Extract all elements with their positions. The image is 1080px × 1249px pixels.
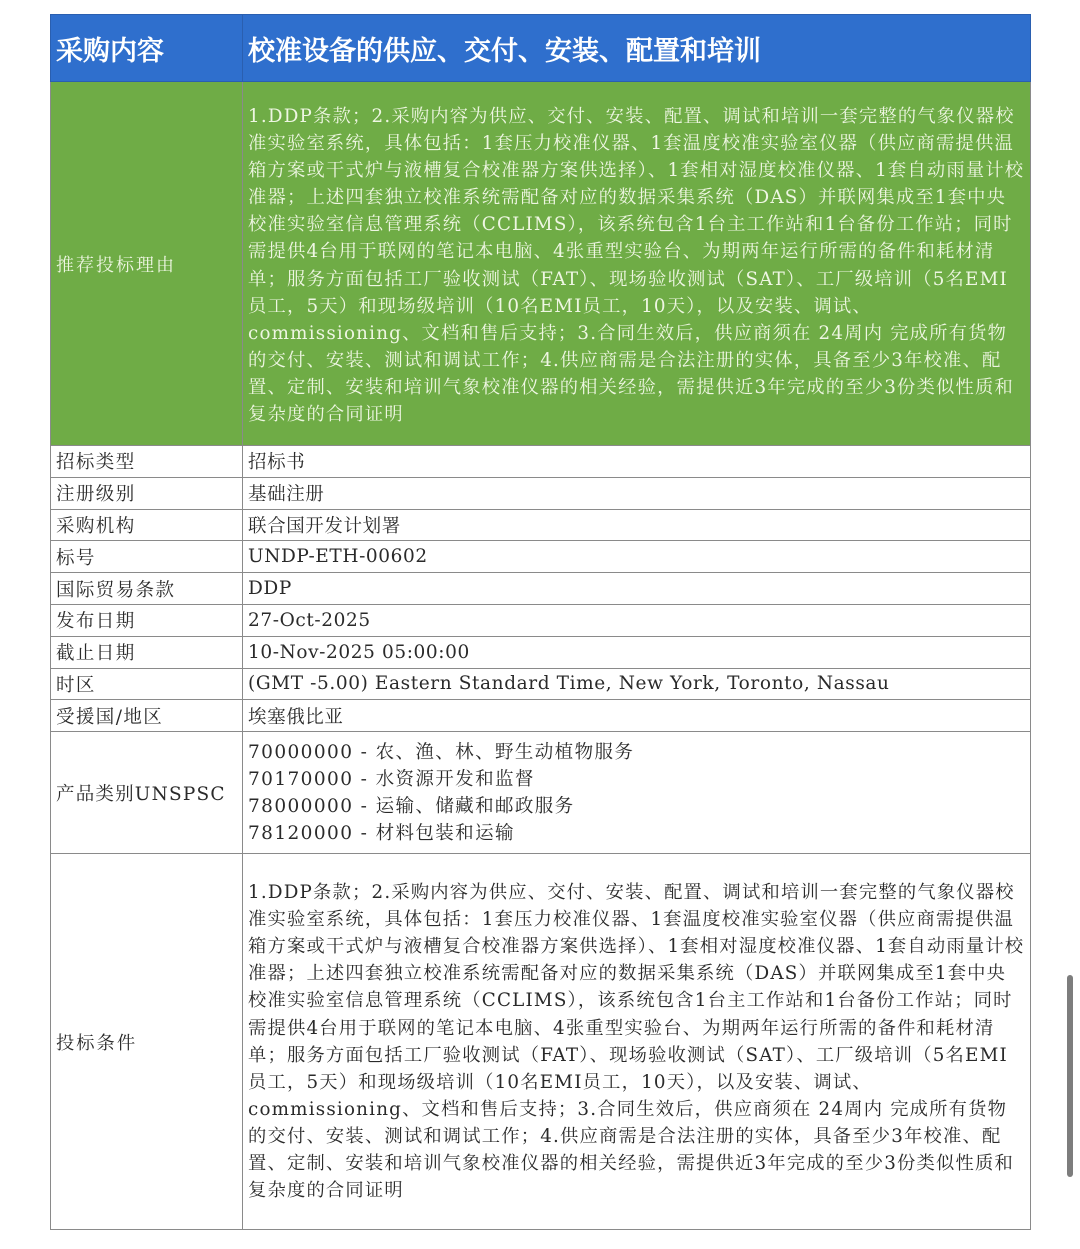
table-row [51, 541, 1031, 573]
unspsc-list-cell [243, 732, 1031, 854]
table-row [51, 604, 1031, 636]
recommend-label: 推荐投标理由 [51, 82, 243, 446]
conditions-text: 1.DDP条款；2.采购内容为供应、交付、安装、配置、调试和培训一套完整的气象仪器校准实验室系统，具体包括：1套压力校准仪器、1套温度校准实验室仪器（供应商需提供温箱方案或干式炉与液槽复合校准器方案供选择）、1套相对湿度校准仪器、1套自动雨量计校准器；上述四套独立校准系统需配备对应的数据采集系统（DAS）并联网集成至1套中央校准实验室信息管理系统（CCLIMS），该系统包含1台主工作站和1台备份工作站；同时需提供4台用于联网的笔记本电脑、4张重型实验台、为期两年运行所需的备件和耗材清单；服务方面包括工厂验收测试（FAT）、现场验收测试（SAT）、工厂级培训（5名EMI员工，5天）和现场级培训（10名EMI员工，10天），以及安装、调试、commissioning、文档和售后支持；3.合同生效后，供应商须在 24周内 完成所有货物的交付、安装、测试和调试工作；4.供应商需是合法注册的实体，具备至少3年校准、配置、定制、安装和培训气象校准仪器的相关经验，需提供近3年完成的至少3份类似性质和复杂度的合同证明 [243, 854, 1031, 1230]
procurement-info-table [50, 14, 1031, 1230]
row-label: 截止日期 [51, 636, 243, 668]
recommend-text: 1.DDP条款；2.采购内容为供应、交付、安装、配置、调试和培训一套完整的气象仪器校准实验室系统，具体包括：1套压力校准仪器、1套温度校准实验室仪器（供应商需提供温箱方案或干式炉与液槽复合校准器方案供选择）、1套相对湿度校准仪器、1套自动雨量计校准器；上述四套独立校准系统需配备对应的数据采集系统（DAS）并联网集成至1套中央校准实验室信息管理系统（CCLIMS），该系统包含1台主工作站和1台备份工作站；同时需提供4台用于联网的笔记本电脑、4张重型实验台、为期两年运行所需的备件和耗材清单；服务方面包括工厂验收测试（FAT）、现场验收测试（SAT）、工厂级培训（5名EMI员工，5天）和现场级培训（10名EMI员工，10天），以及安装、调试、commissioning、文档和售后支持；3.合同生效后，供应商须在 24周内 完成所有货物的交付、安装、测试和调试工作；4.供应商需是合法注册的实体，具备至少3年校准、配置、定制、安装和培训气象校准仪器的相关经验，需提供近3年完成的至少3份类似性质和复杂度的合同证明 [243, 82, 1031, 446]
row-value: 联合国开发计划署 [243, 509, 1031, 541]
table-row [51, 573, 1031, 605]
row-value: (GMT -5.00) Eastern Standard Time, New York, Toronto, Nassau [243, 668, 1031, 700]
row-label: 时区 [51, 668, 243, 700]
scrollbar-thumb[interactable] [1067, 975, 1073, 1177]
row-value: 招标书 [243, 446, 1031, 478]
row-label: 标号 [51, 541, 243, 573]
row-value: 27-Oct-2025 [243, 604, 1031, 636]
row-value: 基础注册 [243, 477, 1031, 509]
row-value: UNDP-ETH-00602 [243, 541, 1031, 573]
recommend-row [51, 82, 1031, 446]
table-header-row [51, 15, 1031, 82]
unspsc-row [51, 732, 1031, 854]
row-label: 受援国/地区 [51, 700, 243, 732]
row-value: DDP [243, 573, 1031, 605]
table-row [51, 477, 1031, 509]
row-label: 国际贸易条款 [51, 573, 243, 605]
table-row [51, 700, 1031, 732]
unspsc-item: 78000000 - 运输、储藏和邮政服务 [248, 795, 575, 817]
unspsc-item: 70170000 - 水资源开发和监督 [248, 768, 535, 790]
row-label: 采购机构 [51, 509, 243, 541]
header-title: 校准设备的供应、交付、安装、配置和培训 [243, 15, 1031, 82]
table-row [51, 636, 1031, 668]
header-label: 采购内容 [51, 15, 243, 82]
unspsc-label: 产品类别UNSPSC [51, 732, 243, 854]
unspsc-item: 78120000 - 材料包装和运输 [248, 822, 515, 844]
table-row [51, 668, 1031, 700]
row-label: 注册级别 [51, 477, 243, 509]
unspsc-item: 70000000 - 农、渔、林、野生动植物服务 [248, 741, 635, 763]
row-value: 10-Nov-2025 05:00:00 [243, 636, 1031, 668]
conditions-label: 投标条件 [51, 854, 243, 1230]
row-value: 埃塞俄比亚 [243, 700, 1031, 732]
conditions-row [51, 854, 1031, 1230]
row-label: 发布日期 [51, 604, 243, 636]
table-row [51, 446, 1031, 478]
table-row [51, 509, 1031, 541]
unspsc-list [248, 739, 1025, 847]
row-label: 招标类型 [51, 446, 243, 478]
